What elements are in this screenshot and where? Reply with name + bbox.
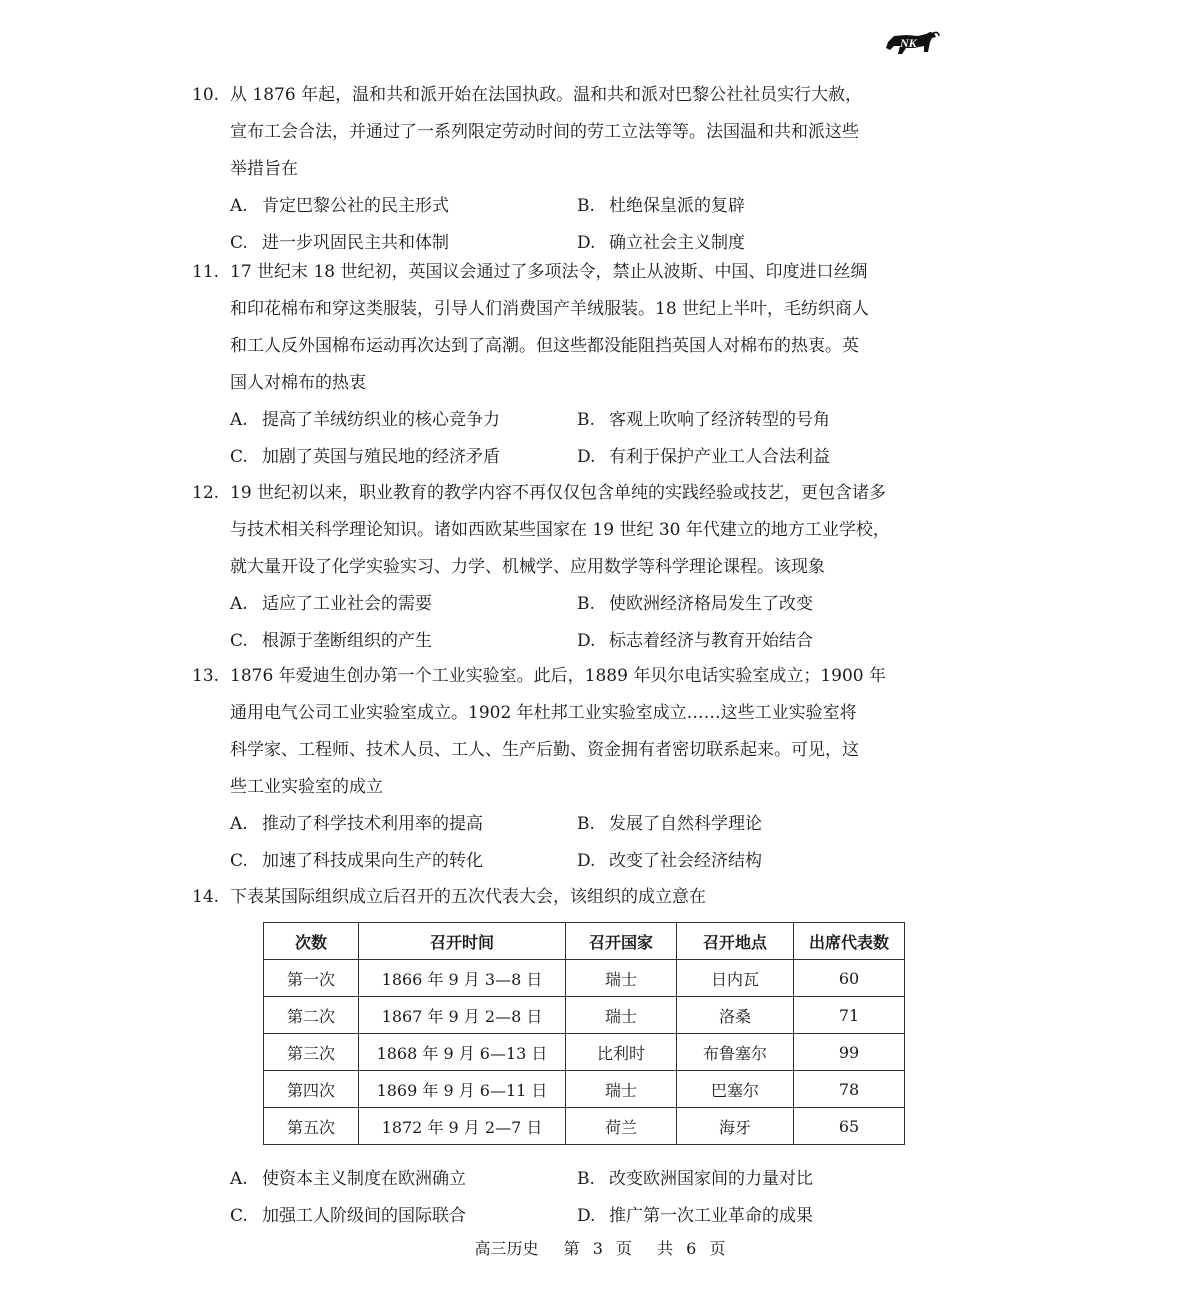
question-13 [192, 658, 952, 880]
question-stem-line: 举措旨在 [230, 159, 298, 179]
option-b[interactable]: B. 改变欧洲国家间的力量对比 [577, 1169, 813, 1189]
table-cell: 布鲁塞尔 [677, 1034, 794, 1071]
table-cell: 1866 年 9 月 3—8 日 [359, 960, 566, 997]
question-stem-line: 和印花棉布和穿这类服装，引导人们消费国产羊绒服装。18 世纪上半叶，毛纺织商人 [230, 299, 870, 319]
option-d[interactable]: D. 确立社会主义制度 [577, 233, 745, 253]
table-cell: 1867 年 9 月 2—8 日 [359, 997, 566, 1034]
option-c[interactable]: C. 根源于垄断组织的产生 [230, 631, 432, 651]
option-c[interactable]: C. 加剧了英国与殖民地的经济矛盾 [230, 447, 500, 467]
table-header-row [264, 923, 905, 960]
question-stem-line: 科学家、工程师、技术人员、工人、生产后勤、资金拥有者密切联系起来。可见，这 [230, 740, 859, 760]
table-cell: 1868 年 9 月 6—13 日 [359, 1034, 566, 1071]
table-header-cell: 出席代表数 [794, 923, 905, 960]
table-cell: 71 [794, 997, 905, 1034]
option-c[interactable]: C. 加速了科技成果向生产的转化 [230, 851, 483, 871]
question-number: 11. [192, 262, 220, 282]
question-number: 14. [192, 887, 220, 907]
table-row [264, 960, 905, 997]
option-a[interactable]: A. 使资本主义制度在欧洲确立 [230, 1169, 466, 1189]
question-11 [192, 254, 952, 476]
question-stem-line: 10. 从 1876 年起，温和共和派开始在法国执政。温和共和派对巴黎公社社员实行大赦， [192, 77, 952, 114]
table-header-cell: 召开时间 [359, 923, 566, 960]
table-cell: 瑞士 [566, 960, 677, 997]
table-cell: 荷兰 [566, 1108, 677, 1145]
footer-total-pages: 共 6 页 [657, 1239, 726, 1258]
table-cell: 65 [794, 1108, 905, 1145]
option-a[interactable]: A. 推动了科学技术利用率的提高 [230, 814, 483, 834]
question-stem-line: 宣布工会合法，并通过了一系列限定劳动时间的劳工立法等等。法国温和共和派这些 [230, 122, 859, 142]
question-stem-line: 些工业实验室的成立 [230, 777, 383, 797]
table-cell: 第五次 [264, 1108, 359, 1145]
question-stem-line: 11. 17 世纪末 18 世纪初，英国议会通过了多项法令，禁止从波斯、中国、印度进口丝绸 [192, 254, 952, 291]
question-number: 12. [192, 483, 220, 503]
option-d[interactable]: D. 推广第一次工业革命的成果 [577, 1206, 813, 1226]
question-stem-line: 就大量开设了化学实验实习、力学、机械学、应用数学等科学理论课程。该现象 [230, 557, 825, 577]
table-row [264, 1108, 905, 1145]
option-b[interactable]: B. 使欧洲经济格局发生了改变 [577, 594, 813, 614]
question-stem-line: 14. 下表某国际组织成立后召开的五次代表大会，该组织的成立意在 [192, 879, 952, 916]
question-10 [192, 77, 952, 262]
question-14 [192, 879, 952, 916]
bull-logo-icon [884, 30, 940, 58]
table-cell: 瑞士 [566, 997, 677, 1034]
table-cell: 60 [794, 960, 905, 997]
question-number: 10. [192, 85, 220, 105]
table-cell: 第四次 [264, 1071, 359, 1108]
table-header-cell: 次数 [264, 923, 359, 960]
table-cell: 78 [794, 1071, 905, 1108]
footer-page-number: 第 3 页 [563, 1239, 632, 1258]
option-d[interactable]: D. 有利于保护产业工人合法利益 [577, 447, 830, 467]
table-header-cell: 召开国家 [566, 923, 677, 960]
page-footer [0, 1236, 1200, 1259]
table-cell: 第一次 [264, 960, 359, 997]
svg-text:NK: NK [900, 36, 917, 50]
table-cell: 瑞士 [566, 1071, 677, 1108]
footer-subject: 高三历史 [474, 1239, 539, 1258]
table-row [264, 997, 905, 1034]
table-row [264, 1034, 905, 1071]
congress-table [263, 922, 905, 1145]
question-stem-line: 13. 1876 年爱迪生创办第一个工业实验室。此后，1889 年贝尔电话实验室成立；1900 年 [192, 658, 952, 695]
option-b[interactable]: B. 杜绝保皇派的复辟 [577, 196, 745, 216]
table-row [264, 1071, 905, 1108]
question-12 [192, 475, 952, 660]
option-a[interactable]: A. 肯定巴黎公社的民主形式 [230, 196, 449, 216]
table-cell: 比利时 [566, 1034, 677, 1071]
table-cell: 1869 年 9 月 6—11 日 [359, 1071, 566, 1108]
question-stem-line: 12. 19 世纪初以来，职业教育的教学内容不再仅仅包含单纯的实践经验或技艺，更包含诸多 [192, 475, 952, 512]
question-stem-line: 与技术相关科学理论知识。诸如西欧某些国家在 19 世纪 30 年代建立的地方工业学校， [230, 520, 890, 540]
table-cell: 1872 年 9 月 2—7 日 [359, 1108, 566, 1145]
question-stem-line: 和工人反外国棉布运动再次达到了高潮。但这些都没能阻挡英国人对棉布的热衷。英 [230, 336, 859, 356]
option-d[interactable]: D. 标志着经济与教育开始结合 [577, 631, 813, 651]
table-cell: 第二次 [264, 997, 359, 1034]
table-cell: 巴塞尔 [677, 1071, 794, 1108]
table-cell: 洛桑 [677, 997, 794, 1034]
question-stem-line: 通用电气公司工业实验室成立。1902 年杜邦工业实验室成立……这些工业实验室将 [230, 703, 857, 723]
table-cell: 海牙 [677, 1108, 794, 1145]
table-cell: 日内瓦 [677, 960, 794, 997]
table-cell: 第三次 [264, 1034, 359, 1071]
question-stem-line: 国人对棉布的热衷 [230, 373, 366, 393]
option-a[interactable]: A. 提高了羊绒纺织业的核心竞争力 [230, 410, 500, 430]
option-c[interactable]: C. 加强工人阶级间的国际联合 [230, 1206, 466, 1226]
option-b[interactable]: B. 发展了自然科学理论 [577, 814, 762, 834]
table-header-cell: 召开地点 [677, 923, 794, 960]
question-14-options [192, 1161, 952, 1235]
question-number: 13. [192, 666, 220, 686]
option-d[interactable]: D. 改变了社会经济结构 [577, 851, 762, 871]
option-c[interactable]: C. 进一步巩固民主共和体制 [230, 233, 449, 253]
option-a[interactable]: A. 适应了工业社会的需要 [230, 594, 432, 614]
table-cell: 99 [794, 1034, 905, 1071]
option-b[interactable]: B. 客观上吹响了经济转型的号角 [577, 410, 830, 430]
